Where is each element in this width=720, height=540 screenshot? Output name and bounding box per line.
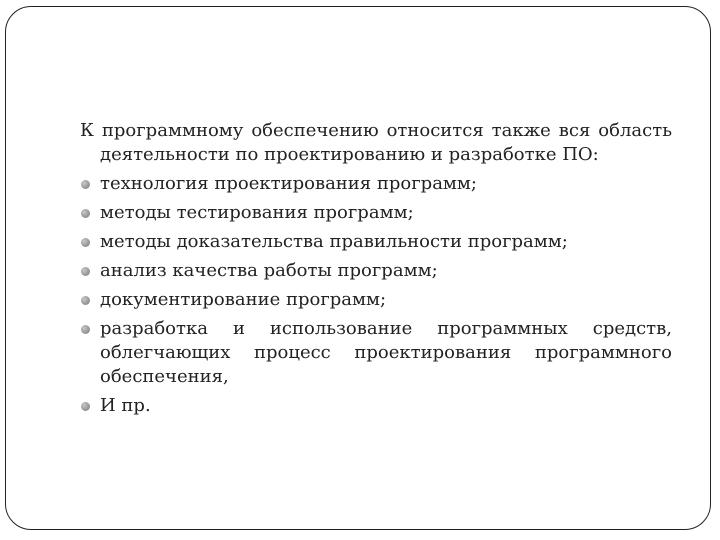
bullet-icon — [81, 402, 90, 411]
list-item-text: И пр. — [100, 395, 151, 416]
list-item-text: технология проектирования программ; — [100, 173, 477, 194]
bullet-icon — [81, 238, 90, 247]
list-item-tools — [80, 317, 672, 389]
bullet-icon — [81, 267, 90, 276]
bullet-list — [80, 172, 672, 418]
bullet-icon — [81, 180, 90, 189]
list-item-quality — [80, 259, 672, 283]
list-item-etc — [80, 394, 672, 418]
bullet-icon — [81, 325, 90, 334]
list-item-testing — [80, 201, 672, 225]
list-item-text: методы доказательства правильности программ; — [100, 231, 568, 252]
list-item-documentation — [80, 288, 672, 312]
intro-paragraph: К программному обеспечению относится также вся область деятельности по проектированию и разработке ПО: — [80, 120, 672, 165]
list-item-proof — [80, 230, 672, 254]
list-item-text: разработка и использование программных средств, облегчающих процесс проектирования программного обеспечения, — [100, 318, 672, 387]
list-item-text: документирование программ; — [100, 289, 387, 310]
bullet-icon — [81, 296, 90, 305]
list-item-technology — [80, 172, 672, 196]
slide-content — [80, 119, 672, 423]
list-item-text: анализ качества работы программ; — [100, 260, 438, 281]
list-item-text: методы тестирования программ; — [100, 202, 414, 223]
bullet-icon — [81, 209, 90, 218]
